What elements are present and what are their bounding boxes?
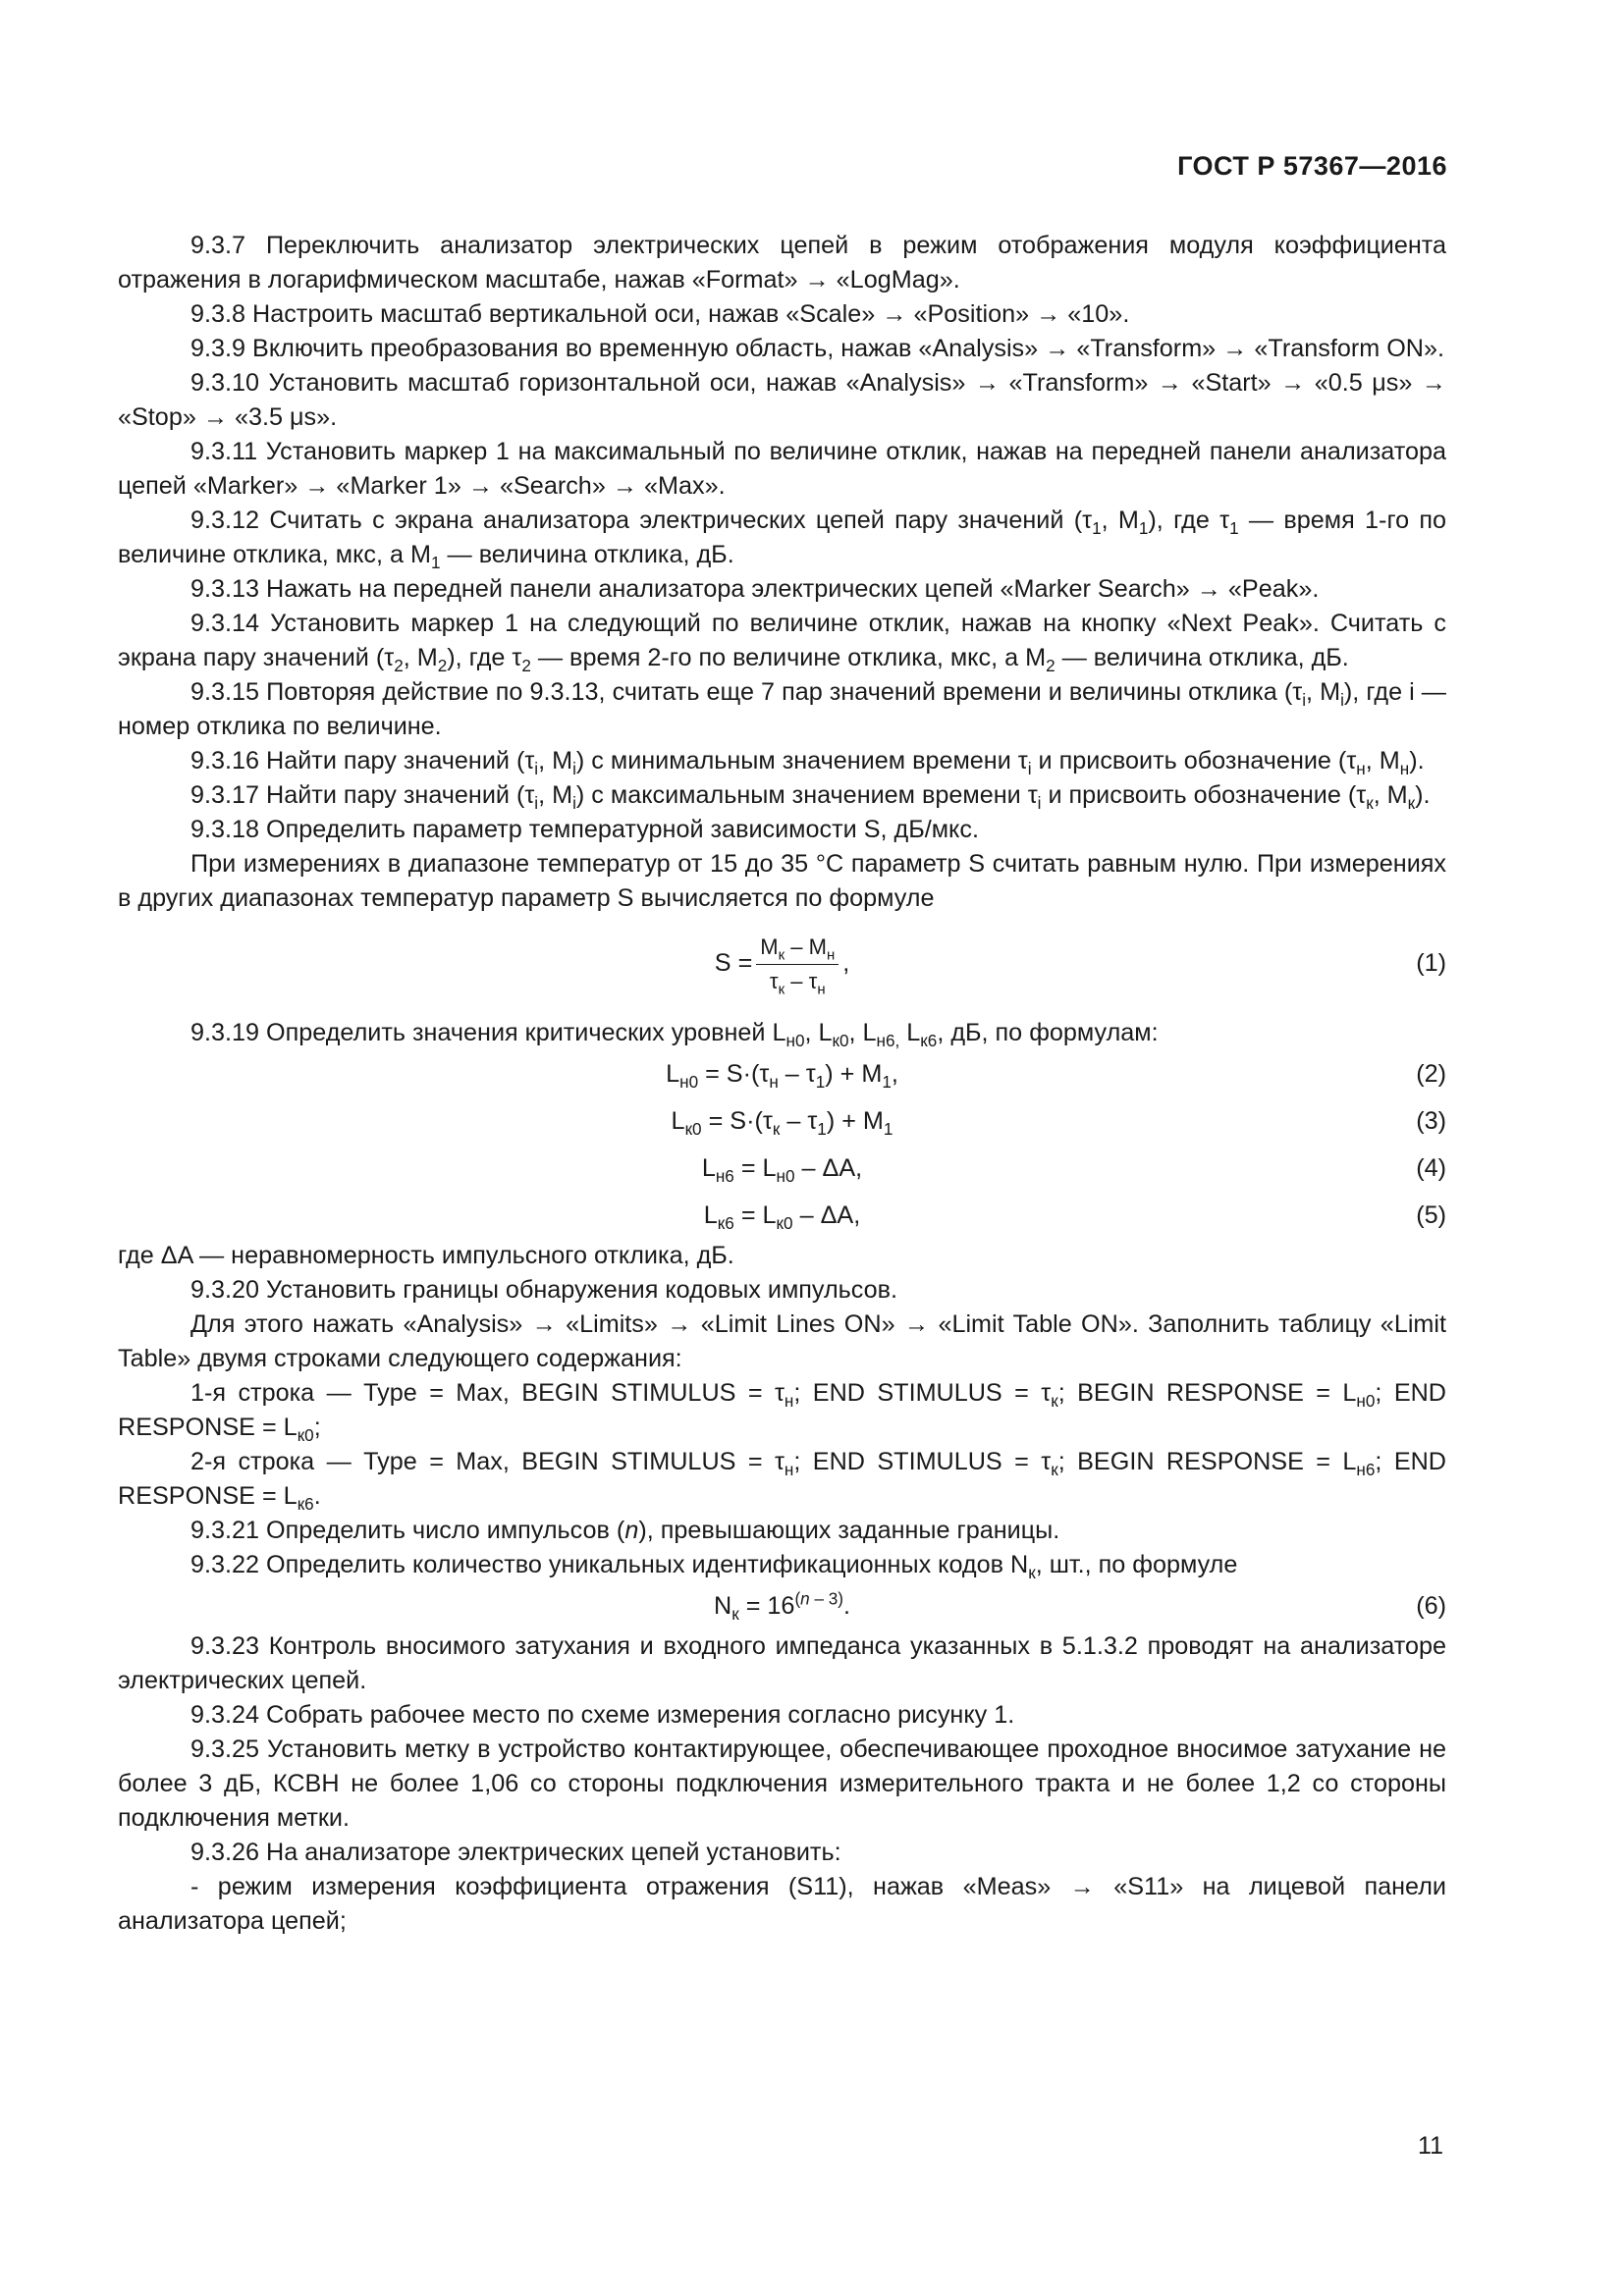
paragraph-9-3-20: 9.3.20 Установить границы обнаружения кодовых импульсов. <box>190 1276 898 1304</box>
formula-2-number: (2) <box>1416 1060 1446 1088</box>
formula-1-fraction: $\frac{M_к - M_н}{\tau_к - \tau_н}$ <box>756 931 839 998</box>
paragraph-9-3-13: 9.3.13 Нажать на передней панели анализатора электрических цепей «Marker Search» → «Peak». <box>190 575 1320 603</box>
paragraph-9-3-25: 9.3.25 Установить метку в устройство контактирующее, обеспечивающее проходное вносимое затухание не более 3 дБ, КСВН не более 1,06 со стороны подключения измерительного тракта и не более 1,2 со стороны подключения метки. <box>118 1735 1446 1832</box>
paragraph-9-3-19: 9.3.19 Определить значения критических уровней $L_{н0}$, $L_{к0}$, $L_{н6,}$ $L_{к6}$, дБ, по формулам: <box>190 1019 1159 1051</box>
paragraph-9-3-10: 9.3.10 Установить масштаб горизонтальной оси, нажав «Analysis» → «Transform» → «Start» → «0.5 μs» → «Stop» → «3.5 μs». <box>118 369 1446 431</box>
formula-6: $N_к = 16^{(n - 3)}$. (6) <box>118 1582 1446 1629</box>
limit-table-row-2: 2-я строка — Type = Max, BEGIN STIMULUS = $\tau_н$; END STIMULUS = $\tau_к$; BEGIN RESPONSE = $L_{н6}$; END RESPONSE = $L_{к6}$. <box>118 1448 1446 1515</box>
paragraph-9-3-16: 9.3.16 Найти пару значений ($\tau_i$, $M_i$) с минимальным значением времени $\tau_i$ и присвоить обозначение ($\tau_н$, $M_н$). <box>190 747 1425 779</box>
paragraph-9-3-24: 9.3.24 Собрать рабочее место по схеме измерения согласно рисунку 1. <box>190 1701 1015 1729</box>
formula-5-number: (5) <box>1416 1201 1446 1229</box>
formula-3: $L_{к0} = S\cdot(\tau_к - \tau_1) + M_1$ (3) <box>118 1097 1446 1145</box>
paragraph-9-3-26: 9.3.26 На анализаторе электрических цепей установить: <box>190 1839 841 1866</box>
paragraph-9-3-14: 9.3.14 Установить маркер 1 на следующий по величине отклик, нажав на кнопку «Next Peak». Считать с экрана пару значений ($\tau_2$, $M_2$), где $\tau_2$ — время 2-го по величине отклика, мкс, а $M_2$ — величина отклика, дБ. <box>118 610 1446 676</box>
paragraph-9-3-18-text: При измерениях в диапазоне температур от 15 до 35 °С параметр S считать равным нулю. При измерениях в других диапазонах температур параметр S вычисляется по формуле <box>118 850 1446 912</box>
paragraph-9-3-23: 9.3.23 Контроль вносимого затухания и входного импеданса указанных в 5.1.3.2 проводят на анализаторе электрических цепей. <box>118 1632 1446 1694</box>
paragraph-9-3-15: 9.3.15 Повторяя действие по 9.3.13, считать еще 7 пар значений времени и величины отклика ($\tau_i$, $M_i$), где i — номер отклика по величине. <box>118 678 1446 740</box>
formula-1: S = $\frac{M_к - M_н}{\tau_к - \tau_н}$ , (1) <box>118 922 1446 1004</box>
paragraph-9-3-7: 9.3.7 Переключить анализатор электрических цепей в режим отображения модуля коэффициента отражения в логарифмическом масштабе, нажав «Format» → «LogMag». <box>118 232 1446 294</box>
formula-4: $L_{н6} = L_{н0} - \Delta A$, (4) <box>118 1145 1446 1192</box>
formula-6-number: (6) <box>1416 1592 1446 1620</box>
page-number: 11 <box>1418 2132 1443 2160</box>
document-body <box>118 229 1446 1939</box>
delta-a-definition: где ΔA — неравномерность импульсного отклика, дБ. <box>118 1242 734 1269</box>
limit-table-row-1: 1-я строка — Type = Max, BEGIN STIMULUS = $\tau_н$; END STIMULUS = $\tau_к$; BEGIN RESPONSE = $L_{н0}$; END RESPONSE = $L_{к0}$; <box>118 1379 1446 1446</box>
paragraph-9-3-21: 9.3.21 Определить число импульсов (n), превышающих заданные границы. <box>190 1517 1060 1544</box>
formula-3-number: (3) <box>1416 1107 1446 1135</box>
paragraph-9-3-20-text: Для этого нажать «Analysis» → «Limits» → «Limit Lines ON» → «Limit Table ON». Заполнить таблицу «Limit Table» двумя строками следующего содержания: <box>118 1310 1446 1372</box>
paragraph-9-3-26-item: - режим измерения коэффициента отражения (S11), нажав «Meas» → «S11» на лицевой панели анализатора цепей; <box>118 1873 1446 1935</box>
document-header: ГОСТ Р 57367—2016 <box>1177 151 1447 181</box>
formula-1-number: (1) <box>1416 949 1446 977</box>
paragraph-9-3-18: 9.3.18 Определить параметр температурной зависимости S, дБ/мкс. <box>190 816 979 843</box>
paragraph-9-3-12: 9.3.12 Считать с экрана анализатора электрических цепей пару значений ($\tau_1$, $M_1$), где $\tau_1$ — время 1-го по величине отклика, мкс, а $M_1$ — величина отклика, дБ. <box>118 507 1447 573</box>
paragraph-9-3-8: 9.3.8 Настроить масштаб вертикальной оси, нажав «Scale» → «Position» → «10». <box>190 300 1130 328</box>
paragraph-9-3-11: 9.3.11 Установить маркер 1 на максимальный по величине отклик, нажав на передней панели анализатора цепей «Marker» → «Marker 1» → «Search» → «Max». <box>118 438 1446 500</box>
formula-4-number: (4) <box>1416 1154 1446 1182</box>
formula-5: $L_{к6} = L_{к0} - \Delta A$, (5) <box>118 1192 1446 1239</box>
formula-2: $L_{н0} = S\cdot(\tau_н - \tau_1) + M_1$, (2) <box>118 1050 1446 1097</box>
paragraph-9-3-9: 9.3.9 Включить преобразования во временную область, нажав «Analysis» → «Transform» → «Transform ON». <box>190 335 1444 362</box>
paragraph-9-3-17: 9.3.17 Найти пару значений ($\tau_i$, $M_i$) с максимальным значением времени $\tau_i$ и присвоить обозначение ($\tau_к$, $M_к$). <box>190 781 1431 814</box>
paragraph-9-3-22: 9.3.22 Определить количество уникальных идентификационных кодов $N_к$, шт., по формуле <box>190 1551 1238 1583</box>
